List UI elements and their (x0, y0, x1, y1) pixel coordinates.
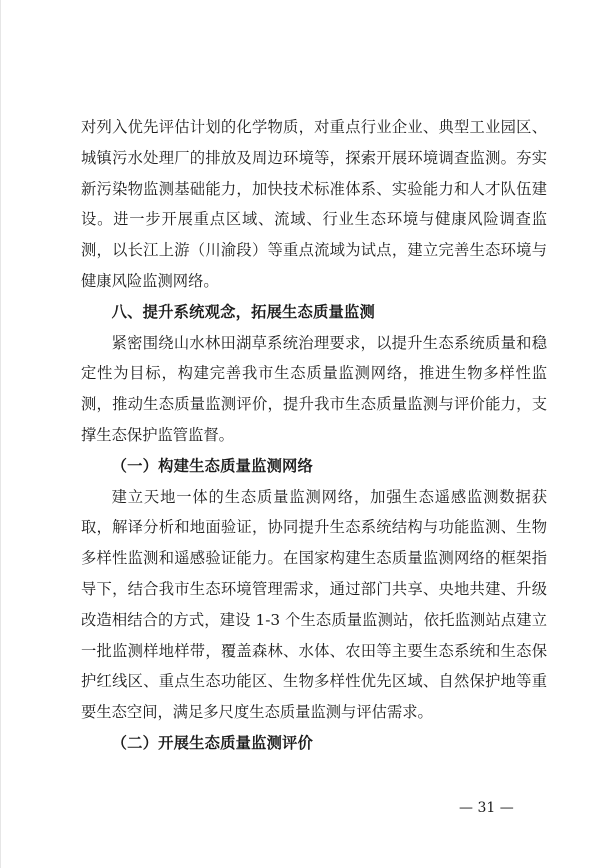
page-number: — 31 — (459, 800, 514, 816)
document-body (81, 112, 547, 759)
subsection-2-heading: （二）开展生态质量监测评价 (111, 733, 314, 752)
subsection-1-paragraph: 建立天地一体的生态质量监测网络，加强生态遥感监测数据获取，解译分析和地面验证，协同提升生态系统结构与功能监测、生物多样性监测和遥感验证能力。在国家构建生态质量监测网络的框架指导下，结合我市生态环境管理需求，通过部门共享、央地共建、升级改造相结合的方式，建设 1-3 个生态质量监测站，依托监测站点建立一批监测样地样带，覆盖森林、水体、农田等主要生态系统和生态保护红线区、重点生态功能区、生物多样性优先区域、自然保护地等重要生态空间，满足多尺度生态质量监测与评估需求。 (81, 487, 547, 722)
section-intro-paragraph: 紧密围绕山水林田湖草系统治理要求，以提升生态系统质量和稳定性为目标，构建完善我市生态质量监测网络，推进生物多样性监测，推动生态质量监测评价，提升我市生态质量监测与评价能力，支撑生态保护监管监督。 (81, 333, 547, 444)
continued-paragraph: 对列入优先评估计划的化学物质，对重点行业企业、典型工业园区、城镇污水处理厂的排放及周边环境等，探索开展环境调查监测。夯实新污染物监测基础能力，加快技术标准体系、实验能力和人才队伍建设。进一步开展重点区域、流域、行业生态环境与健康风险调查监测，以长江上游（川渝段）等重点流域为试点，建立完善生态环境与健康风险监测网络。 (81, 118, 547, 290)
subsection-1-heading: （一）构建生态质量监测网络 (111, 456, 314, 475)
section-heading: 八、提升系统观念，拓展生态质量监测 (111, 302, 376, 321)
